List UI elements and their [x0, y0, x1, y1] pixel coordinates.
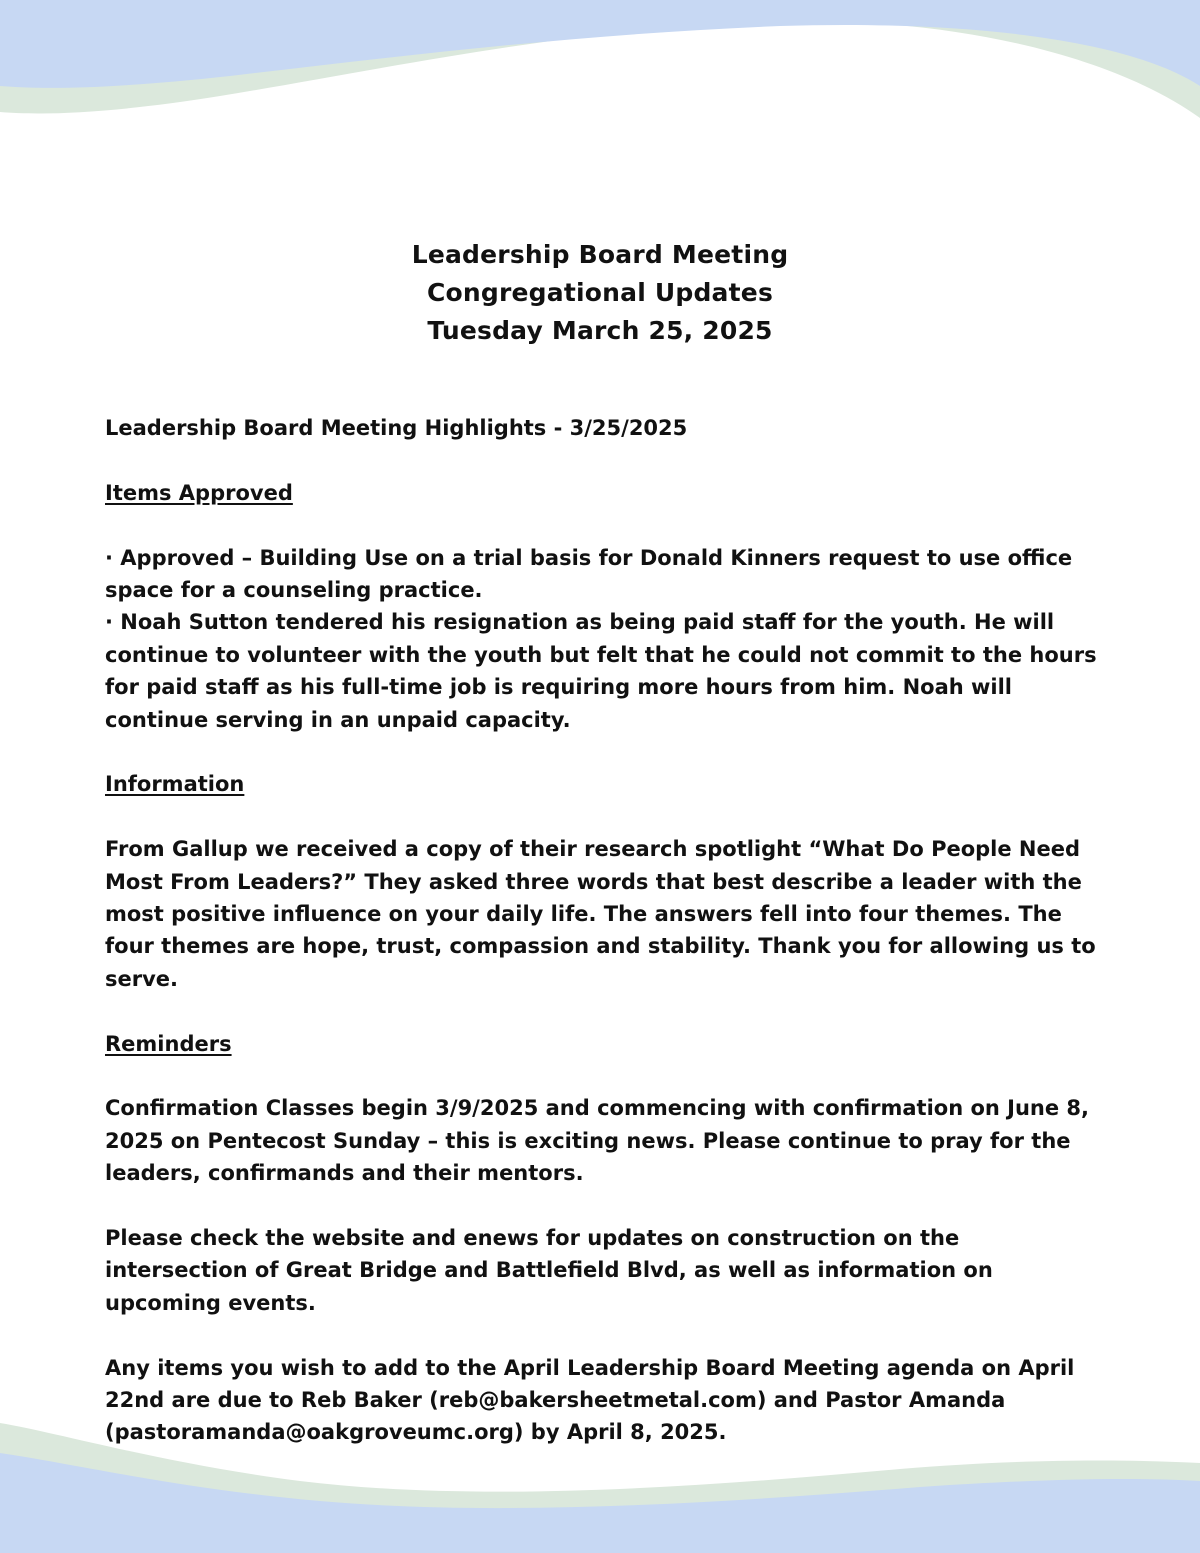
title-line-2: Congregational Updates — [426, 278, 774, 307]
reminders-heading: Reminders — [105, 1031, 232, 1056]
document-body — [105, 412, 1105, 1449]
top-wave-decoration — [0, 0, 1200, 130]
reminder-agenda: Any items you wish to add to the April Leadership Board Meeting agenda on April 22nd are due to Reb Baker (reb@bakersheetmetal.com) and Pastor Amanda (pastoramanda@oakgroveumc.org) by April 8, 2025. — [105, 1355, 1075, 1445]
reminder-website: Please check the website and enews for updates on construction on the intersection of Great Bridge and Battlefield Blvd, as well as information on upcoming events. — [105, 1226, 993, 1315]
approved-item-2: · Noah Sutton tendered his resignation as being paid staff for the youth. He will continue to volunteer with the youth but felt that he could not commit to the hours for paid staff as his full-time job is requiring more hours from him. Noah will continue serving in an unpaid capacity. — [105, 610, 1097, 732]
information-heading: Information — [105, 772, 245, 797]
items-approved-heading: Items Approved — [105, 480, 293, 505]
highlights-heading: Leadership Board Meeting Highlights - 3/25/2025 — [105, 416, 688, 440]
approved-item-1: · Approved – Building Use on a trial basis for Donald Kinners request to use office space for a counseling practice. — [105, 545, 1073, 602]
title-line-3: Tuesday March 25, 2025 — [427, 316, 773, 345]
title-line-1: Leadership Board Meeting — [411, 240, 789, 269]
information-text: From Gallup we received a copy of their research spotlight “What Do People Need Most From Leaders?” They asked three words that best describe a leader with the most positive influence on your daily life. The answers fell into four themes. The four themes are hope, trust, compassion and stability. Thank you for allowing us to serve. — [105, 837, 1096, 991]
document-title — [0, 236, 1200, 350]
reminder-confirmation: Confirmation Classes begin 3/9/2025 and commencing with confirmation on June 8, 2025 on Pentecost Sunday – this is exciting news. Please continue to pray for the leaders, confirmands and their mentors. — [105, 1096, 1090, 1186]
